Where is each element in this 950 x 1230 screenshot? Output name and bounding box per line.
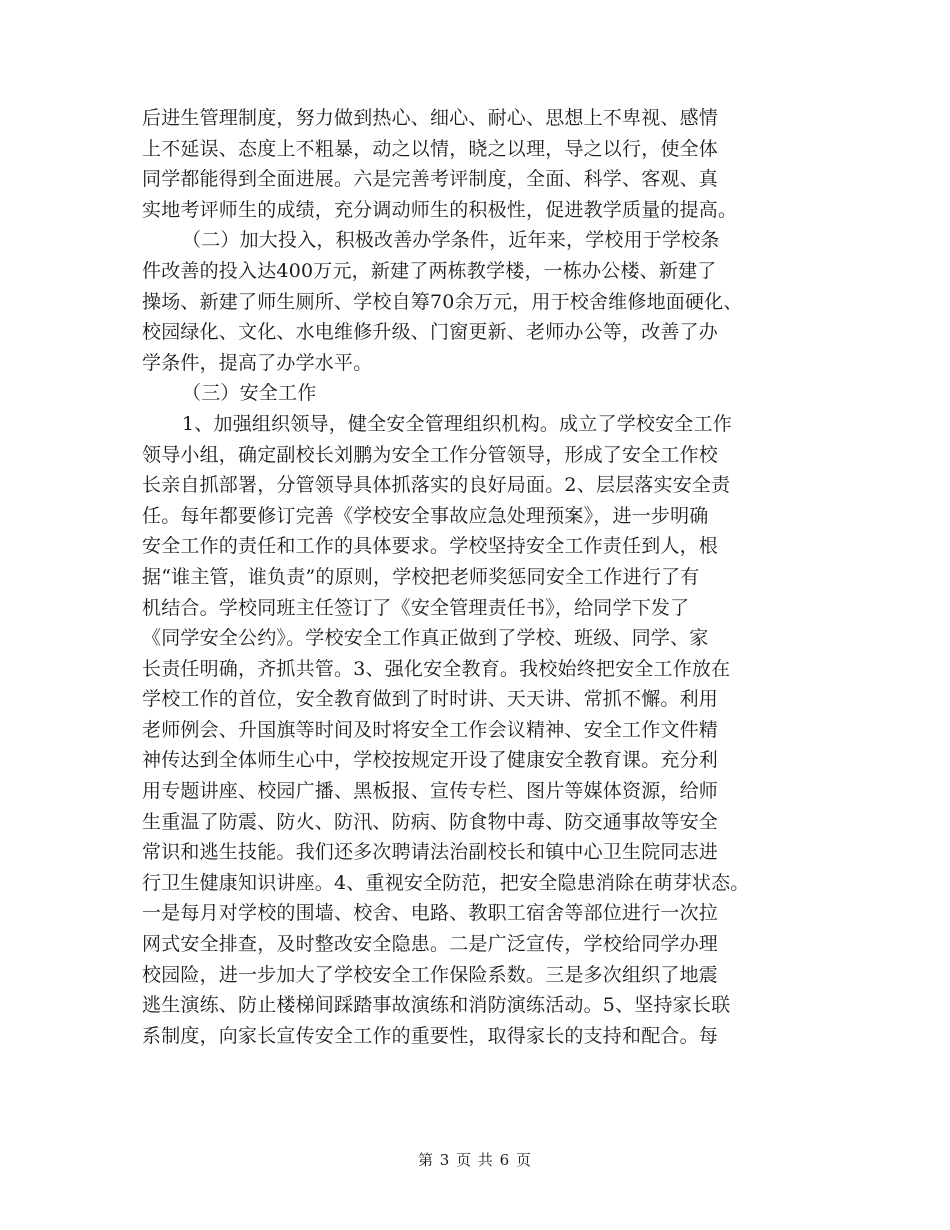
body-text [142, 103, 822, 1051]
text-line: 学条件，提高了办学水平。 [142, 351, 373, 374]
text-line: 领导小组，确定副校长刘鹏为安全工作分管领导，形成了安全工作校 [142, 443, 719, 466]
text-line: 用专题讲座、校园广播、黑板报、宣传专栏、图片等媒体资源，给师 [142, 780, 719, 803]
text-line: 常识和逃生技能。我们还多次聘请法治副校长和镇中心卫生院同志进 [142, 841, 719, 864]
text-line: 件改善的投入达400万元，新建了两栋教学楼，一栋办公楼、新建了 [142, 259, 717, 282]
text-line: 实地考评师生的成绩，充分调动师生的积极性，促进教学质量的提高。 [142, 198, 738, 221]
text-line: 后进生管理制度，努力做到热心、细心、耐心、思想上不卑视、感情 [142, 107, 719, 129]
page-number-footer: 第 3 页 共 6 页 [418, 1151, 532, 1169]
text-line: 同学都能得到全面进展。六是完善考评制度，全面、科学、客观、真 [142, 168, 719, 191]
text-line: 校园险，进一步加大了学校安全工作保险系数。三是多次组织了地震 [142, 963, 719, 986]
text-line: 《同学安全公约》。学校安全工作真正做到了学校、班级、同学、家 [142, 627, 709, 650]
text-line: 机结合。学校同班主任签订了《安全管理责任书》，给同学下发了 [142, 596, 690, 619]
text-line: 据“谁主管，谁负责”的原则，学校把老师奖惩同安全工作进行了有 [142, 565, 700, 588]
text-line: 一是每月对学校的围墙、校舍、电路、教职工宿舍等部位进行一次拉 [142, 902, 719, 925]
section-heading-line: （二）加大投入，积极改善办学条件，近年来，学校用于学校条 [182, 229, 720, 252]
text-line: 1、加强组织领导，健全安全管理组织机构。成立了学校安全工作 [182, 412, 732, 435]
text-line: 逃生演练、防止楼梯间踩踏事故演练和消防演练活动。5、坚持家长联 [142, 994, 731, 1017]
text-line: 校园绿化、文化、水电维修升级、门窗更新、老师办公等，改善了办 [142, 321, 719, 344]
text-line: 神传达到全体师生心中，学校按规定开设了健康安全教育课。充分利 [142, 749, 719, 772]
text-line: 网式安全排查，及时整改安全隐患。二是广泛宣传，学校给同学办理 [142, 933, 719, 956]
text-line: 安全工作的责任和工作的具体要求。学校坚持安全工作责任到人，根 [142, 535, 719, 558]
text-line: 操场、新建了师生厕所、学校自筹70余万元，用于校舍维修地面硬化、 [142, 290, 743, 313]
text-line: 生重温了防震、防火、防汛、防病、防食物中毒、防交通事故等安全 [142, 810, 719, 833]
text-line: 老师例会、升国旗等时间及时将安全工作会议精神、安全工作文件精 [142, 718, 719, 741]
text-line: 学校工作的首位，安全教育做到了时时讲、天天讲、常抓不懈。利用 [142, 688, 719, 711]
text-line: 任。每年都要修订完善《学校安全事故应急处理预案》，进一步明确 [142, 504, 709, 527]
section-heading: （三）安全工作 [182, 382, 317, 405]
text-line: 上不延误、态度上不粗暴，动之以情，晓之以理，导之以行，使全体 [142, 137, 719, 160]
text-line: 系制度，向家长宣传安全工作的重要性，取得家长的支持和配合。每 [142, 1024, 719, 1047]
text-line: 行卫生健康知识讲座。4、重视安全防范，把安全隐患消除在萌芽状态。 [142, 871, 750, 894]
text-line: 长责任明确，齐抓共管。3、强化安全教育。我校始终把安全工作放在 [142, 657, 731, 680]
text-line: 长亲自抓部署，分管领导具体抓落实的良好局面。2、层层落实安全责 [142, 474, 731, 497]
